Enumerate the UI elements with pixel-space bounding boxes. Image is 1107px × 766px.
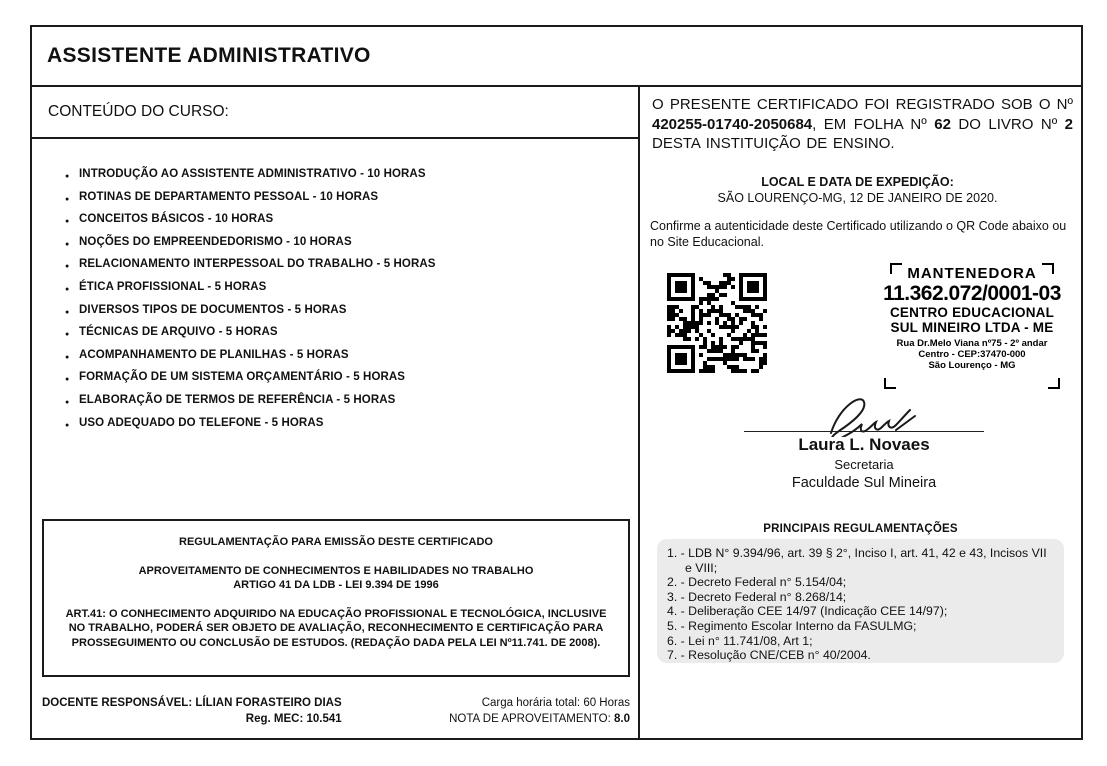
registration-column	[640, 87, 1081, 738]
institution-stamp	[882, 265, 1062, 389]
regulation-box-line1: APROVEITAMENTO DE CONHECIMENTOS E HABILIDADES NO TRABALHO	[138, 564, 534, 577]
issue-place-date-block	[640, 175, 1075, 206]
signer-role: Secretaria	[834, 457, 894, 472]
grade-value: 8.0	[614, 713, 630, 725]
stamp-corner-icon	[1042, 263, 1054, 274]
grade-line	[449, 711, 630, 727]
stamp-cnpj: 11.362.072/0001-03	[883, 282, 1061, 305]
stamp-address	[882, 338, 1062, 371]
signer-institution: Faculdade Sul Mineira	[791, 475, 937, 491]
signer-name: Laura L. Novaes	[798, 435, 930, 454]
course-item: ● ACOMPANHAMENTO DE PLANILHAS - 5 HORAS	[64, 348, 624, 362]
course-item: ● USO ADEQUADO DO TELEFONE - 5 HORAS	[64, 416, 624, 430]
course-item: ● NOÇÕES DO EMPREENDEDORISMO - 10 HORAS	[64, 235, 624, 249]
teacher-mec-registration: Reg. MEC: 10.541	[245, 713, 342, 725]
regulation-item: 6. - Lei n° 11.741/08, Art 1;	[667, 633, 813, 648]
regulation-item: 7. - Resolução CNE/CEB n° 40/2004.	[667, 648, 871, 663]
course-content-heading	[32, 87, 638, 139]
regulation-item: 3. - Decreto Federal n° 8.268/14;	[667, 589, 847, 604]
regulation-item: 2. - Decreto Federal n° 5.154/04;	[667, 575, 847, 590]
qr-code	[667, 273, 767, 373]
responsible-teacher-block	[42, 695, 342, 727]
course-content-column	[32, 87, 640, 738]
stamp-address-line3: São Lourenço - MG	[928, 360, 1016, 371]
registration-book-number: 2	[1064, 115, 1073, 133]
course-content-heading-label: CONTEÚDO DO CURSO:	[48, 103, 229, 120]
regulation-box-heading: REGULAMENTAÇÃO PARA EMISSÃO DESTE CERTIFICADO	[179, 536, 493, 548]
stamp-institution-line1: CENTRO EDUCACIONAL	[889, 305, 1055, 320]
course-title: ASSISTENTE ADMINISTRATIVO	[47, 44, 371, 67]
registration-text-3: DO LIVRO Nº	[950, 115, 1065, 133]
stamp-corner-icon	[1048, 378, 1060, 389]
stamp-address-line2: Centro - CEP:37470-000	[918, 349, 1026, 360]
title-bar	[32, 27, 1081, 87]
spacer	[62, 550, 610, 564]
spacer	[62, 593, 610, 607]
course-item: ● DIVERSOS TIPOS DE DOCUMENTOS - 5 HORAS	[64, 303, 624, 317]
regulation-box	[42, 519, 630, 677]
grade-label: NOTA DE APROVEITAMENTO:	[449, 713, 614, 725]
course-item: ● FORMAÇÃO DE UM SISTEMA ORÇAMENTÁRIO - 5 HORAS	[64, 370, 624, 384]
issue-place-date-heading: LOCAL E DATA DE EXPEDIÇÃO:	[761, 175, 954, 189]
stamp-institution-line2: SUL MINEIRO LTDA - ME	[890, 320, 1054, 335]
issue-place-date-value: SÃO LOURENÇO-MG, 12 DE JANEIRO DE 2020.	[717, 190, 998, 205]
registration-paragraph	[652, 95, 1073, 154]
total-workload: Carga horária total: 60 Horas	[481, 697, 630, 709]
stamp-address-line1: Rua Dr.Melo Viana nº75 - 2º andar	[896, 338, 1048, 349]
main-regulations-list	[657, 539, 1064, 663]
stamp-maintainer-label: MANTENEDORA	[907, 265, 1037, 282]
regulation-item: 4. - Deliberação CEE 14/97 (Indicação CEE 14/97);	[667, 604, 948, 619]
course-item: ● ROTINAS DE DEPARTAMENTO PESSOAL - 10 HORAS	[64, 190, 624, 204]
signature-block	[744, 393, 984, 491]
course-item: ● RELACIONAMENTO INTERPESSOAL DO TRABALHO - 5 HORAS	[64, 257, 624, 271]
course-item: ● ÉTICA PROFISSIONAL - 5 HORAS	[64, 280, 624, 294]
registration-number: 420255-01740-2050684	[652, 115, 813, 133]
course-item: ● TÉCNICAS DE ARQUIVO - 5 HORAS	[64, 325, 624, 339]
certificate-back	[30, 25, 1083, 740]
main-regulations-heading: PRINCIPAIS REGULAMENTAÇÕES	[763, 523, 958, 535]
workload-grade-block	[449, 695, 630, 727]
stamp-corner-icon	[884, 378, 896, 389]
course-item: ● INTRODUÇÃO AO ASSISTENTE ADMINISTRATIVO - 10 HORAS	[64, 167, 624, 181]
stamp-corner-icon	[890, 263, 902, 274]
regulation-item: 5. - Regimento Escolar Interno da FASULMG;	[667, 618, 917, 633]
regulation-item: 1. - LDB N° 9.394/96, art. 39 § 2°, Inciso I, art. 41, 42 e 43, Incisos VII e VIII;	[667, 546, 1047, 575]
course-item: ● CONCEITOS BÁSICOS - 10 HORAS	[64, 212, 624, 226]
responsible-teacher: DOCENTE RESPONSÁVEL: LÍLIAN FORASTEIRO DIAS	[42, 697, 342, 709]
registration-text-2: , EM FOLHA Nº	[812, 115, 935, 133]
registration-text-1: O PRESENTE CERTIFICADO FOI REGISTRADO SOB O Nº	[652, 96, 1073, 113]
course-list	[64, 167, 624, 438]
regulation-box-line2: ARTIGO 41 DA LDB - LEI 9.394 DE 1996	[233, 579, 439, 591]
regulation-box-paragraph: ART.41: O CONHECIMENTO ADQUIRIDO NA EDUCAÇÃO PROFISSIONAL E TECNOLÓGICA, INCLUSIVE NO TRABALHO, PODERÁ SER OBJETO DE AVALIAÇÃO, RECONHECIMENTO E CERTIFICAÇÃO PARA PROSSEGUIMENTO OU CONCLUSÃO DE ESTUDOS. (REDAÇÃO DADA PELA LEI Nº11.741. DE 2008).	[65, 607, 607, 649]
registration-text-4: DESTA INSTITUIÇÃO DE ENSINO.	[652, 135, 895, 152]
authenticity-note: Confirme a autenticidade deste Certificado utilizando o QR Code abaixo ou no Site Educacional.	[650, 219, 1067, 249]
course-item: ● ELABORAÇÃO DE TERMOS DE REFERÊNCIA - 5 HORAS	[64, 393, 624, 407]
registration-sheet-number: 62	[934, 115, 951, 133]
